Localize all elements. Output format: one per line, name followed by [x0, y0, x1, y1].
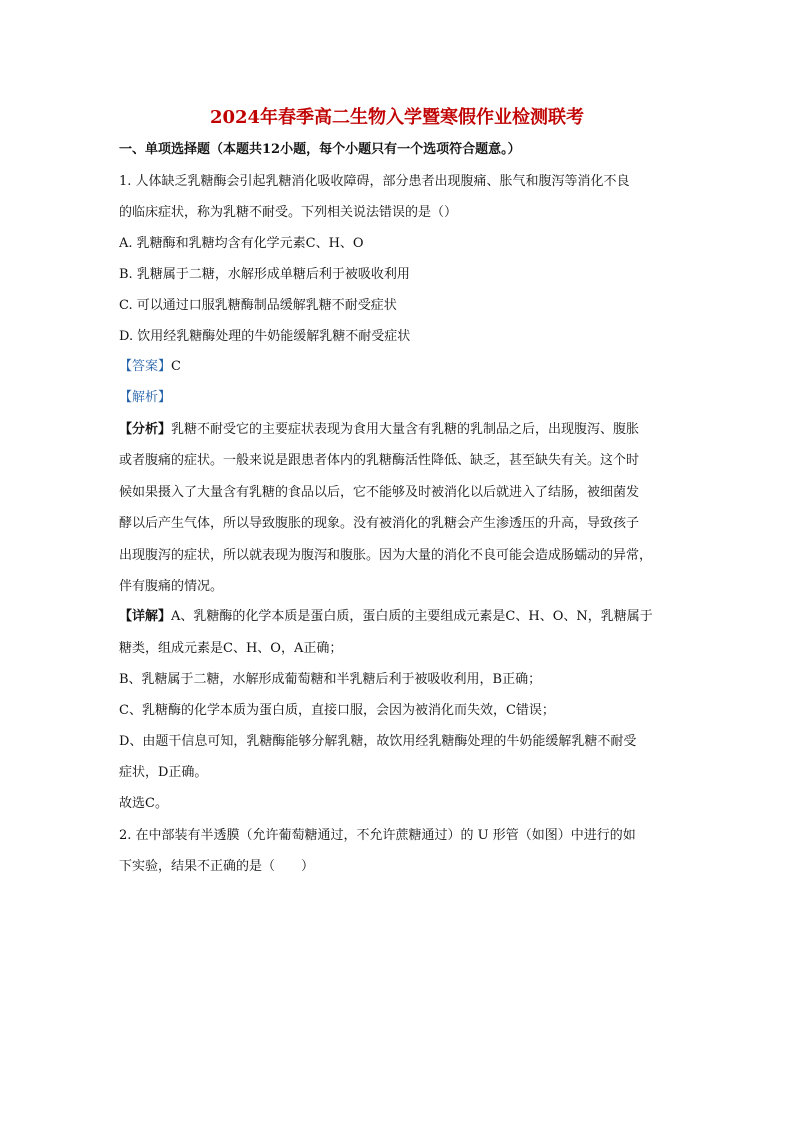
xiangjie-line-2: 糖类，组成元素是C、H、O，A正确；	[119, 641, 343, 656]
q1-stem-line-1: 1. 人体缺乏乳糖酶会引起乳糖消化吸收障碍，部分患者出现腹痛、胀气和腹泻等消化不良	[119, 174, 630, 189]
q2-stem-line-1: 2. 在中部装有半透膜（允许葡萄糖通过，不允许蔗糖通过）的 U 形管（如图）中进行的如	[119, 828, 636, 843]
answer-value: C	[171, 359, 181, 374]
fenxi-line-2: 或者腹痛的症状。一般来说是跟患者体内的乳糖酶活性降低、缺乏，甚至缺失有关。这个时	[119, 453, 640, 468]
fenxi-line-3: 候如果摄入了大量含有乳糖的食品以后，它不能够及时被消化以后就进入了结肠，被细菌发	[119, 485, 640, 500]
page-title: 2024年春季高二生物入学暨寒假作业检测联考	[209, 107, 585, 128]
answer-label: 【答案】	[119, 359, 172, 374]
q1-stem-line-2: 的临床症状，称为乳糖不耐受。下列相关说法错误的是（）	[119, 205, 458, 220]
q1-option-b: B. 乳糖属于二糖，水解形成单糖后利于被吸收利用	[119, 267, 410, 282]
xiangjie-line-1	[119, 608, 679, 626]
xiangjie-label: 【详解】	[119, 609, 172, 624]
fenxi-text-1: 乳糖不耐受它的主要症状表现为食用大量含有乳糖的乳制品之后，出现腹泻、腹胀	[171, 422, 640, 437]
xiangjie-line-5: D、由题干信息可知，乳糖酶能够分解乳糖，故饮用经乳糖酶处理的牛奶能缓解乳糖不耐受	[119, 734, 637, 749]
q2-stem-line-2: 下实验，结果不正确的是（ ）	[119, 859, 315, 874]
fenxi-line-6: 伴有腹痛的情况。	[119, 579, 224, 594]
q1-option-a: A. 乳糖酶和乳糖均含有化学元素C、H、O	[119, 236, 364, 251]
fenxi-line-4: 酵以后产生气体，所以导致腹胀的现象。没有被消化的乳糖会产生渗透压的升高，导致孩子	[119, 516, 640, 531]
xiangjie-line-6: 症状，D正确。	[119, 765, 208, 780]
q1-answer	[119, 358, 679, 376]
fenxi-label: 【分析】	[119, 422, 172, 437]
xiangjie-text-1: A、乳糖酶的化学本质是蛋白质，蛋白质的主要组成元素是C、H、O、N，乳糖属于	[171, 609, 653, 624]
q1-option-d: D. 饮用经乳糖酶处理的牛奶能缓解乳糖不耐受症状	[119, 329, 411, 344]
fenxi-line-1	[119, 421, 679, 439]
q1-option-c: C. 可以通过口服乳糖酶制品缓解乳糖不耐受症状	[119, 298, 397, 313]
section-header: 一、单项选择题（本题共12小题，每个小题只有一个选项符合题意。）	[119, 142, 521, 157]
xiangjie-line-3: B、乳糖属于二糖，水解形成葡萄糖和半乳糖后利于被吸收利用，B正确；	[119, 672, 542, 687]
xiangjie-line-4: C、乳糖酶的化学本质为蛋白质，直接口服，会因为被消化而失效，C错误；	[119, 703, 555, 718]
q1-conclusion: 故选C。	[119, 796, 168, 811]
fenxi-line-5: 出现腹泻的症状，所以就表现为腹泻和腹胀。因为大量的消化不良可能会造成肠蠕动的异常，	[119, 548, 653, 563]
analysis-label: 【解析】	[119, 390, 172, 405]
